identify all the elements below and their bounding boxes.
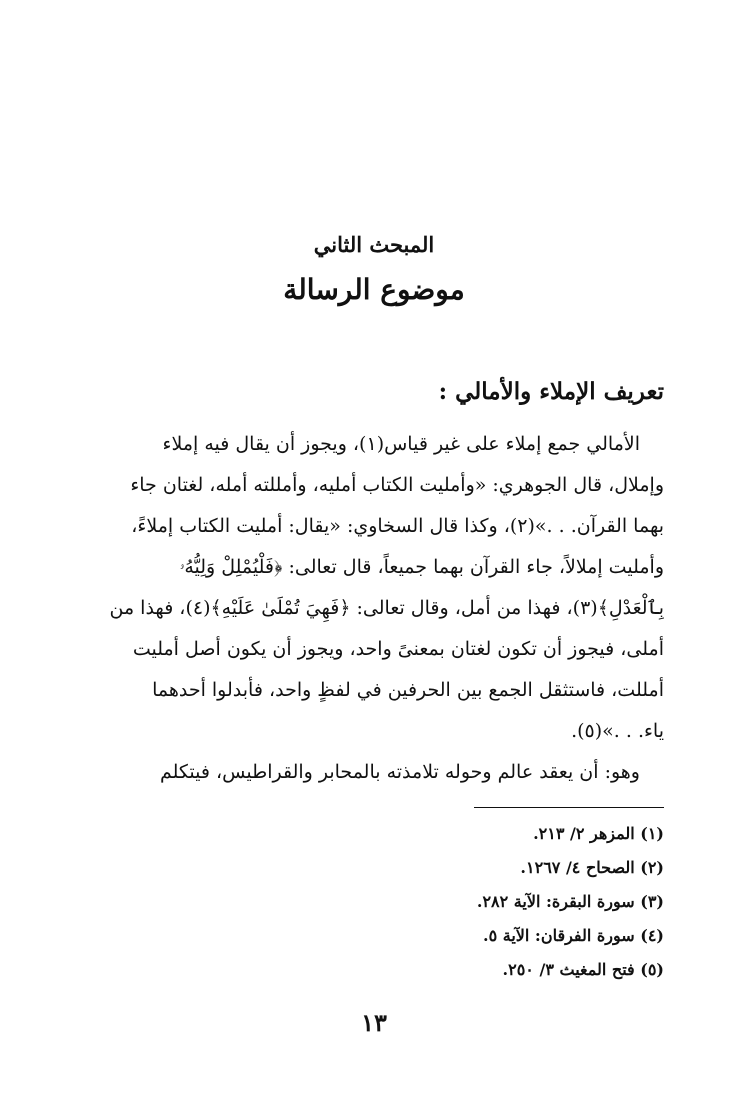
paragraph-dictation xyxy=(80,752,664,793)
paragraph-line: ياء. . .»(٥). xyxy=(571,720,664,742)
paragraph-line: الأمالي جمع إملاء على غير قياس(١)، ويجوز أن يقال فيه إملاء xyxy=(162,433,640,455)
footnote-item: (٥) فتح المغيث ٣/ ٢٥٠. xyxy=(502,960,664,979)
paragraph-line: وأمليت إملالاً، جاء القرآن بهما جميعاً، قال تعالى: ﴿فَلْيُمْلِلْ وَلِيُّهُۥ xyxy=(179,556,664,578)
paragraph-line: بِٱلْعَدْلِ﴾(٣)، فهذا من أمل، وقال تعالى: ﴿فَهِيَ تُمْلَىٰ عَلَيْهِ﴾(٤)، فهذا من xyxy=(109,597,664,619)
paragraph-line: أملى، فيجوز أن تكون لغتان بمعنىً واحد، ويجوز أن يكون أصل أمليت xyxy=(132,638,664,660)
footnote-item: (١) المزهر ٢/ ٢١٣. xyxy=(533,824,664,843)
footnote-item: (٣) سورة البقرة: الآية ٢٨٢. xyxy=(476,892,664,911)
section-heading: تعريف الإملاء والأمالي : xyxy=(438,378,664,405)
footnote-divider xyxy=(474,807,664,808)
page-number: ١٣ xyxy=(361,1008,387,1037)
paragraph-line: بهما القرآن. . .»(٢)، وكذا قال السخاوي: «يقال: أمليت الكتاب إملاءً، xyxy=(131,515,664,537)
footnote-item: (٤) سورة الفرقان: الآية ٥. xyxy=(483,926,664,945)
page-title: موضوع الرسالة xyxy=(283,273,465,306)
section-subtitle: المبحث الثاني xyxy=(313,232,435,257)
paragraph-definition xyxy=(80,424,664,752)
paragraph-line: وإملال، قال الجوهري: «وأمليت الكتاب أمليه، وأمللته أمله، لغتان جاء xyxy=(130,474,664,496)
footnotes xyxy=(264,817,664,987)
footnote-item: (٢) الصحاح ٤/ ١٢٦٧. xyxy=(520,858,664,877)
paragraph-line: أمللت، فاستثقل الجمع بين الحرفين في لفظٍ واحد، فأبدلوا أحدهما xyxy=(152,679,664,701)
paragraph-line: وهو: أن يعقد عالم وحوله تلامذته بالمحابر والقراطيس، فيتكلم xyxy=(159,761,640,783)
